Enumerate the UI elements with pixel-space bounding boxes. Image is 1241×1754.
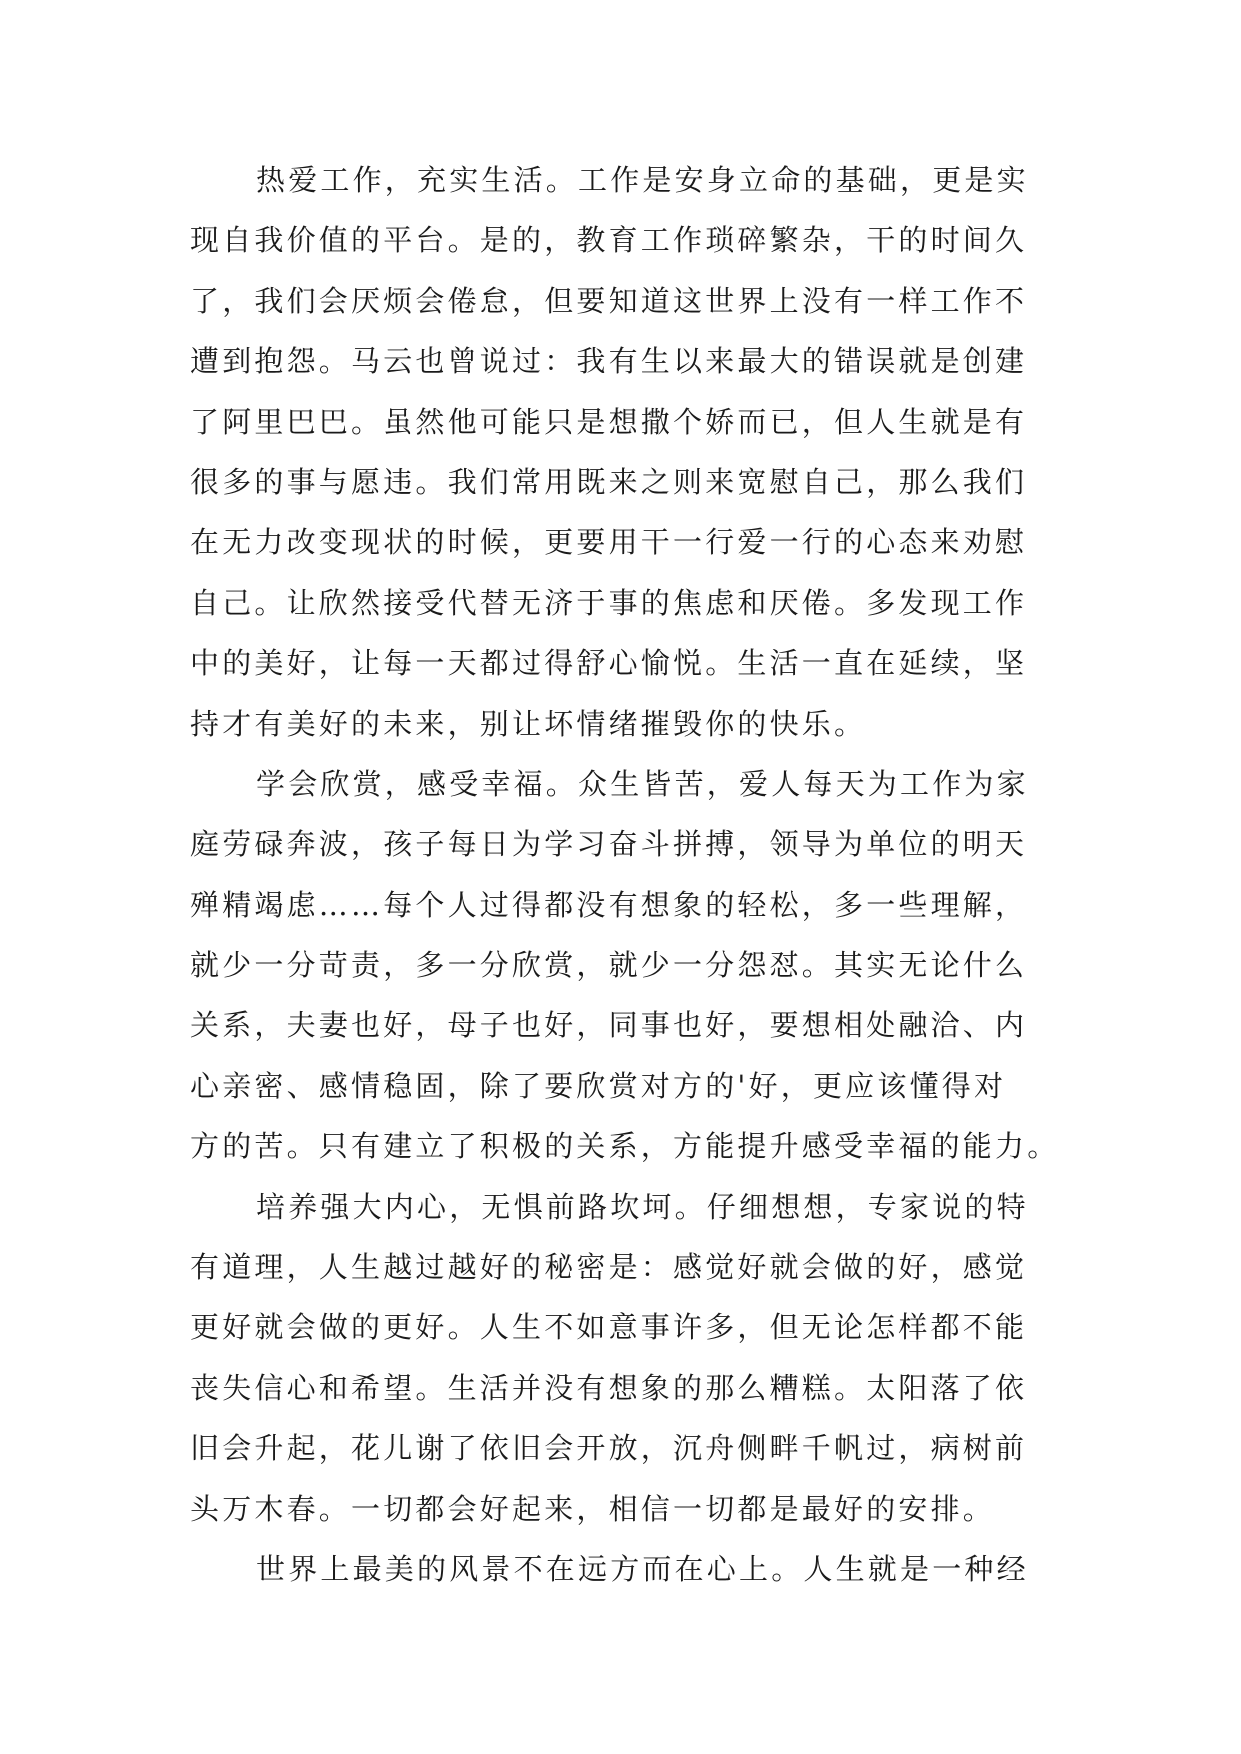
- document-body: [190, 150, 1060, 1599]
- text-line: 培养强大内心，无惧前路坎坷。仔细想想，专家说的特: [256, 1189, 1029, 1224]
- text-line: 心亲密、感情稳固，除了要欣赏对方的'好，更应该懂得对: [190, 1068, 1007, 1103]
- text-line: 热爱工作，充实生活。工作是安身立命的基础，更是实: [256, 163, 1029, 197]
- text-line: 方的苦。只有建立了积极的关系，方能提升感受幸福的能力。: [190, 1129, 1060, 1164]
- paragraph-inner-strength: [190, 1177, 1050, 1539]
- text-line: 持才有美好的未来，别让坏情绪摧毁你的快乐。: [190, 706, 867, 741]
- text-line: 丧失信心和希望。生活并没有想象的那么糟糕。太阳落了依: [190, 1370, 1028, 1405]
- text-line: 关系，夫妻也好，母子也好，同事也好，要想相处融洽、内: [190, 1008, 1028, 1043]
- text-line: 更好就会做的更好。人生不如意事许多，但无论怎样都不能: [190, 1310, 1028, 1345]
- text-line: 殚精竭虑……每个人过得都没有想象的轻松，多一些理解，: [190, 887, 1028, 922]
- text-line: 学会欣赏，感受幸福。众生皆苦，爱人每天为工作为家: [256, 766, 1029, 801]
- text-line: 遭到抱怨。马云也曾说过：我有生以来最大的错误就是创建: [190, 344, 1028, 379]
- text-line: 头万木春。一切都会好起来，相信一切都是最好的安排。: [190, 1491, 996, 1526]
- text-line: 有道理，人生越过越好的秘密是：感觉好就会做的好，感觉: [190, 1250, 1028, 1285]
- text-line: 世界上最美的风景不在远方而在心上。人生就是一种经: [256, 1551, 1029, 1586]
- text-line: 自己。让欣然接受代替无济于事的焦虑和厌倦。多发现工作: [190, 585, 1028, 620]
- text-line: 很多的事与愿违。我们常用既来之则来宽慰自己，那么我们: [190, 464, 1028, 499]
- paragraph-scenery: [190, 1539, 1050, 1599]
- text-line: 了阿里巴巴。虽然他可能只是想撒个娇而已，但人生就是有: [190, 404, 1028, 439]
- text-line: 旧会升起，花儿谢了依旧会开放，沉舟侧畔千帆过，病树前: [190, 1431, 1028, 1466]
- text-line: 就少一分苛责，多一分欣赏，就少一分怨怼。其实无论什么: [190, 948, 1028, 983]
- paragraph-love-work: [190, 150, 1050, 754]
- text-line: 了，我们会厌烦会倦怠，但要知道这世界上没有一样工作不: [190, 283, 1028, 318]
- text-line: 中的美好，让每一天都过得舒心愉悦。生活一直在延续，坚: [190, 646, 1028, 681]
- text-line: 现自我价值的平台。是的，教育工作琐碎繁杂，干的时间久: [190, 223, 1028, 258]
- text-line: 在无力改变现状的时候，更要用干一行爱一行的心态来劝慰: [190, 525, 1028, 560]
- text-line: 庭劳碌奔波，孩子每日为学习奋斗拼搏，领导为单位的明天: [190, 827, 1028, 862]
- paragraph-appreciate: [190, 754, 1060, 1177]
